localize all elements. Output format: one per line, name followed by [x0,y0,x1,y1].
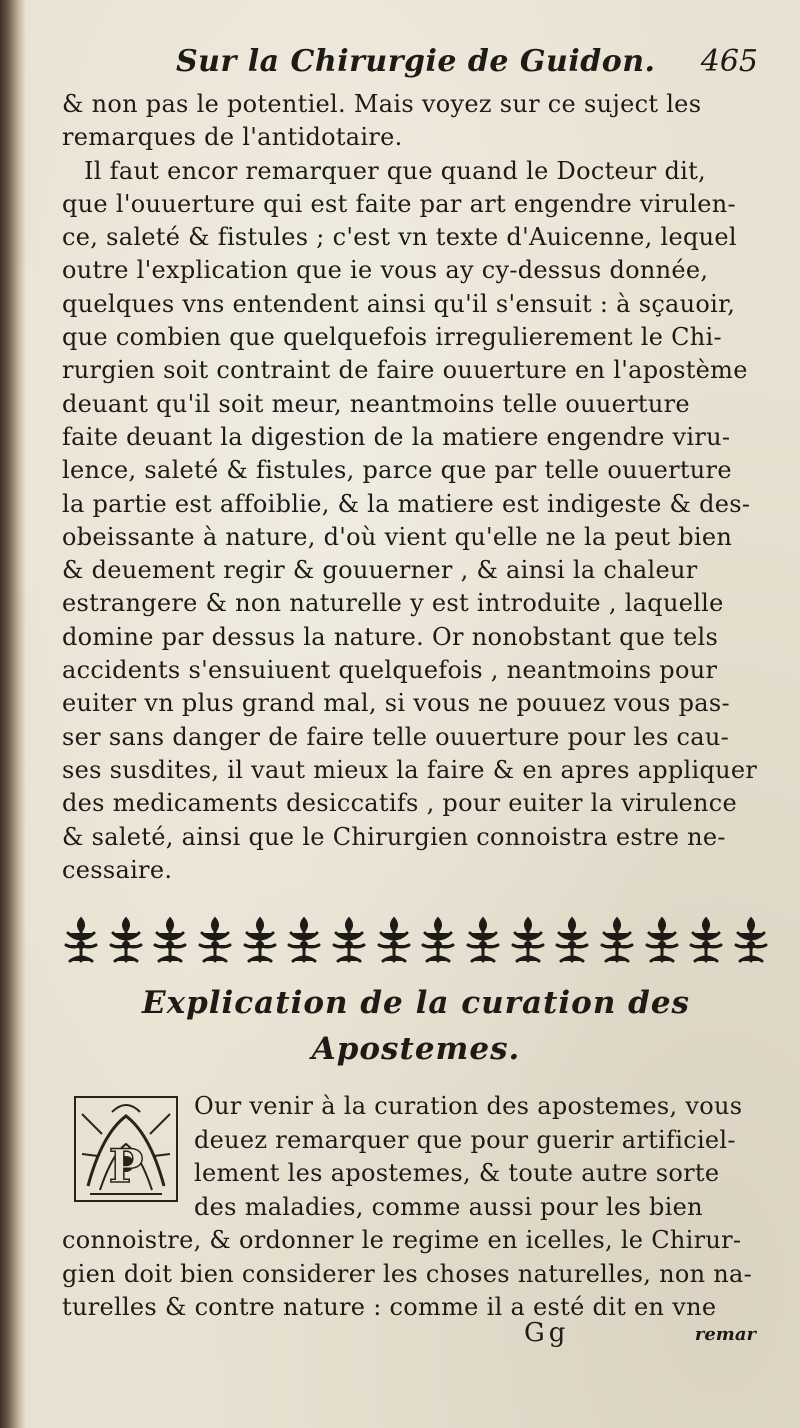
page-header [118,40,766,90]
section-title [60,980,772,1072]
text-line: que l'ouuerture qui est faite par art engendre virulen- [62,189,736,218]
text-line: ser sans danger de faire telle ouuerture pour les cau- [62,722,730,751]
fleur-ornament-icon [641,915,683,967]
text-line: que combien que quelquefois irregulierement le Chi- [62,323,722,352]
signature-mark: Gg [524,1318,570,1348]
text-line: euiter vn plus grand mal, si vous ne pouuez vous pas- [62,689,730,718]
text-line: turelles & contre nature : comme il a esté dit en vne [62,1293,717,1321]
text-line: la partie est affoiblie, & la matiere est indigeste & des- [62,489,751,518]
fleur-ornament-icon [551,915,593,967]
text-line: faite deuant la digestion de la matiere engendre viru- [62,422,731,451]
svg-text:P: P [108,1139,144,1193]
text-line: deuez remarquer que pour guerir artificiel- [194,1125,736,1154]
text-line: connoistre, & ordonner le regime en icelles, le Chirur- [62,1226,742,1254]
text-line: rurgien soit contraint de faire ouuerture en l'apostème [62,356,748,385]
fleur-ornament-icon [283,915,325,967]
fleur-ornament-icon [373,915,415,967]
text-line: outre l'explication que ie vous ay cy-dessus donnée, [62,256,709,285]
page-footer [62,1318,766,1358]
text-line: lement les apostemes, & toute autre sorte [194,1159,720,1187]
text-line: & deuement regir & gouuerner , & ainsi la chaleur [62,556,698,585]
text-line: & non pas le potentiel. Mais voyez sur ce suject les [62,90,702,118]
catchword: remar [694,1324,756,1345]
fleur-ornament-icon [507,915,549,967]
section-title-line-1: Explication de la curation des [141,985,691,1021]
text-line: ses susdites, il vaut mieux la faire & en apres appliquer [62,755,758,784]
text-line: estrangere & non naturelle y est introduite , laquelle [62,589,724,618]
section-title-line-2: Apostemes. [311,1031,521,1067]
text-line: Our venir à la curation des apostemes, vous [194,1092,743,1120]
page-number: 465 [700,44,758,79]
binding-gutter [0,0,26,1428]
text-line: quelques vns entendent ainsi qu'il s'ensuit : à sçauoir, [62,289,736,318]
running-title: Sur la Chirurgie de Guidon. [176,44,656,79]
text-line: des medicaments desiccatifs , pour euiter la virulence [62,789,738,818]
text-line: Il faut encor remarquer que quand le Docteur dit, [84,156,706,185]
text-line: accidents s'ensuiuent quelquefois , neantmoins pour [62,656,718,685]
text-line: ce, saleté & fistules ; c'est vn texte d'Auicenne, lequel [62,223,737,252]
fleur-ornament-icon [596,915,638,967]
section-paragraph [62,1090,766,1325]
fleur-ornament-icon [105,915,147,967]
text-line: obeissante à nature, d'où vient qu'elle ne la peut bien [62,522,733,551]
text-line: cessaire. [62,855,173,884]
main-text-block [62,88,762,887]
fleur-ornament-icon [328,915,370,967]
fleur-ornament-icon [149,915,191,967]
text-line: des maladies, comme aussi pour les bien [194,1192,703,1221]
text-line: lence, saleté & fistules, parce que par telle ouuerture [62,456,732,485]
text-line: domine par dessus la nature. Or nonobstant que tels [62,622,719,651]
text-line: deuant qu'il soit meur, neantmoins telle ouuerture [62,389,690,418]
fleur-ornament-icon [685,915,727,967]
text-line: gien doit bien considerer les choses naturelles, non na- [62,1259,753,1288]
fleur-ornament-icon [730,915,772,967]
fleur-ornament-icon [462,915,504,967]
fleur-ornament-icon [239,915,281,967]
fleur-ornament-icon [417,915,459,967]
fleur-ornament-icon [194,915,236,967]
text-line: & saleté, ainsi que le Chirurgien connoistra estre ne- [62,822,726,851]
fleur-ornament-icon [60,915,102,967]
text-line: remarques de l'antidotaire. [62,123,403,152]
fleuron-ornament-band [60,910,772,972]
